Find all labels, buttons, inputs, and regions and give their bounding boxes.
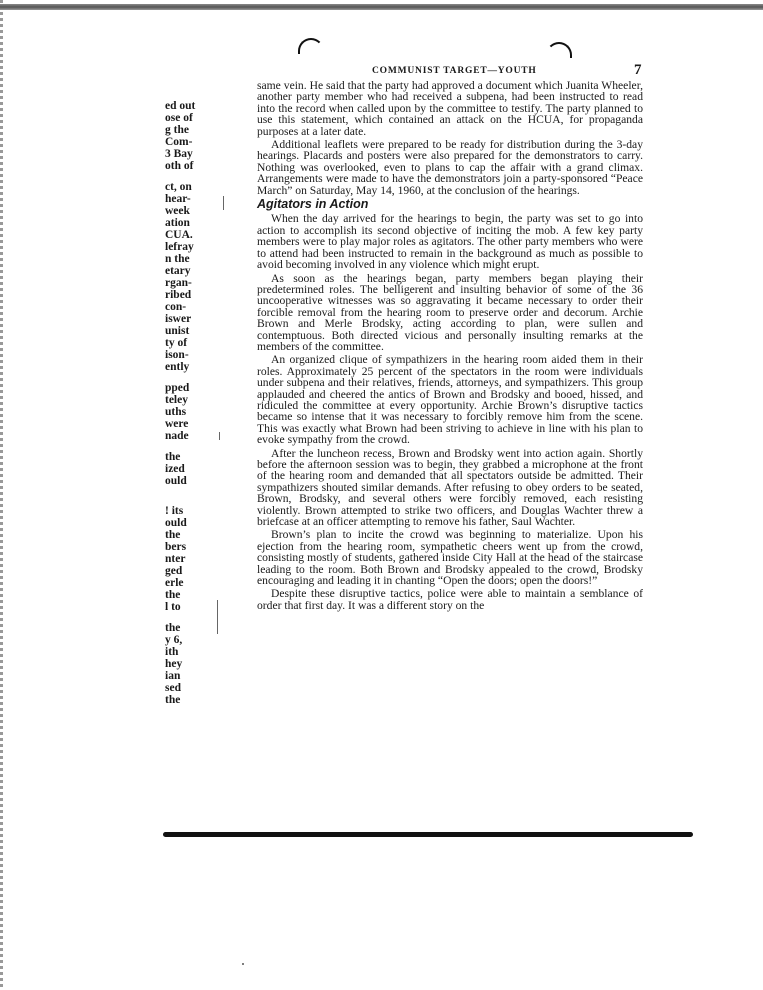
bleed-line: erle bbox=[165, 577, 184, 589]
running-head: COMMUNIST TARGET—YOUTH bbox=[372, 66, 537, 76]
bottom-rule bbox=[163, 832, 693, 837]
bleed-line: hear- bbox=[165, 193, 191, 205]
paragraph: When the day arrived for the hearings to begin, the party was set to go into action to accomplish its second objective of inciting the mob. A few key party members were to play major roles as agitators. The other party members who were to attend had been instructed to remain in the background as much as possible to avoid becoming involved in any violence which might erupt. bbox=[257, 212, 643, 272]
bleed-line: the bbox=[165, 589, 181, 601]
bleed-line: ribed bbox=[165, 289, 192, 301]
margin-mark bbox=[219, 432, 220, 440]
crop-mark-left bbox=[298, 38, 324, 54]
bleed-line: 3 Bay bbox=[165, 148, 193, 160]
top-rule bbox=[0, 4, 763, 10]
bleed-line: ould bbox=[165, 517, 187, 529]
paragraph: same vein. He said that the party had approved a document which Juanita Wheeler, another party member who had received a subpena, had been instructed to read into the record when called upon by the committee to testify. The party planned to use this statement, which contained an attack on the HCUA, for propaganda purposes at a later date. bbox=[257, 79, 643, 138]
line-gap bbox=[165, 496, 217, 505]
bleed-line: Com- bbox=[165, 136, 193, 148]
line-gap bbox=[165, 373, 217, 382]
paragraph: As soon as the hearings began, party members began playing their predetermined roles. The belligerent and insulting behavior of some of the 36 uncooperative witnesses was so aggravating it became necessary to order their forcible removal from the hearing room to preserve order and decorum. Archie Brown and Merle Brodsky, acting according to plan, were sullen and contemptuous. Both directed vicious and personally insulting remarks at the members of the committee. bbox=[257, 271, 643, 353]
bleed-line: ct, on bbox=[165, 181, 192, 193]
bleed-line: ently bbox=[165, 361, 190, 373]
bleed-line: lefray bbox=[165, 241, 194, 253]
bleed-line: con- bbox=[165, 301, 187, 313]
line-gap bbox=[165, 442, 217, 451]
main-text-column bbox=[257, 80, 643, 613]
bleed-line: unist bbox=[165, 325, 190, 337]
bleed-line: ed out bbox=[165, 100, 196, 112]
paragraph: Despite these disruptive tactics, police were able to maintain a semblance of order that first day. It was a different story on the bbox=[257, 587, 643, 612]
line-gap bbox=[165, 613, 217, 622]
crop-mark-right bbox=[546, 42, 572, 58]
bleed-line: the bbox=[165, 694, 181, 706]
bleed-line: teley bbox=[165, 394, 188, 406]
bleed-line: ould bbox=[165, 475, 187, 487]
bleed-line: sed bbox=[165, 682, 181, 694]
bleed-line: ged bbox=[165, 565, 183, 577]
bleed-line: ison- bbox=[165, 349, 189, 361]
bleed-line: week bbox=[165, 205, 190, 217]
bleed-line: g the bbox=[165, 124, 189, 136]
paragraph: After the luncheon recess, Brown and Brodsky went into action again. Shortly before the afternoon session was to begin, they grabbed a microphone at the front of the hearing room and demanded that all spectators outside be admitted. Their sympathizers shouted similar demands. After refusing to obey orders to be seated, Brown, Brodsky, and several others were forcibly removed, each resisting violently. Brown attempted to strike two officers, and Douglas Wachter threw a briefcase at an officer attempting to remove his father, Saul Wachter. bbox=[257, 446, 643, 529]
bleed-line: l to bbox=[165, 601, 181, 613]
bleed-line: CUA. bbox=[165, 229, 193, 241]
bleed-line: nter bbox=[165, 553, 186, 565]
paragraph: An organized clique of sympathizers in the hearing room aided them in their roles. Approximately 25 percent of the spectators in the room were individuals under subpena and their relatives, friends, attorneys, and sympathizers. This group applauded and cheered the antics of Brown and Brodsky and booed, hissed, and ridiculed the committee at every opportunity. Archie Brown’s disruptive tactics became so intense that it was necessary to forcibly remove him from the scene. This was exactly what Brown had been striving to achieve in line with his plan to evoke sympathy from the crowd. bbox=[257, 353, 643, 447]
bleed-line: rgan- bbox=[165, 277, 192, 289]
bleed-line: ty of bbox=[165, 337, 188, 349]
bleed-line: ized bbox=[165, 463, 185, 475]
bleed-line: ian bbox=[165, 670, 181, 682]
bleed-line: bers bbox=[165, 541, 187, 553]
bleed-line: n the bbox=[165, 253, 190, 265]
scan-speck bbox=[242, 963, 244, 965]
page-number: 7 bbox=[634, 62, 642, 78]
bleed-line: the bbox=[165, 529, 181, 541]
previous-page-bleed-column bbox=[165, 100, 217, 706]
bleed-line: the bbox=[165, 451, 181, 463]
bleed-line: etary bbox=[165, 265, 191, 277]
scan-edge bbox=[0, 0, 3, 990]
bleed-line: hey bbox=[165, 658, 183, 670]
bleed-line: iswer bbox=[165, 313, 192, 325]
bleed-line: the bbox=[165, 622, 181, 634]
bleed-line: ation bbox=[165, 217, 190, 229]
section-heading: Agitators in Action bbox=[257, 197, 369, 212]
bleed-line: uths bbox=[165, 406, 187, 418]
line-gap bbox=[165, 487, 217, 496]
bleed-line: were bbox=[165, 418, 189, 430]
bleed-line: nade bbox=[165, 430, 189, 442]
paragraph: Brown’s plan to incite the crowd was beginning to materialize. Upon his ejection from the hearing room, sympathetic cheers went up from the crowd, consisting mostly of students, gathered inside City Hall at the head of the staircase leading to the room. Both Brown and Brodsky appealed to the crowd, Brodsky encouraging and leading it in chanting “Open the doors; open the doors!” bbox=[257, 528, 643, 588]
paragraph: Additional leaflets were prepared to be ready for distribution during the 3-day hearings. Placards and posters were also prepared for the demonstrators to carry. Nothing was overlooked, even to plans to cap the affair with a grand climax. Arrangements were made to have the demonstrators join a party-sponsored “Peace March” on Saturday, May 14, 1960, at the conclusion of the hearings. bbox=[257, 138, 643, 197]
margin-mark bbox=[217, 600, 218, 634]
bleed-line: ith bbox=[165, 646, 179, 658]
bleed-line: oth of bbox=[165, 160, 194, 172]
bleed-line: pped bbox=[165, 382, 190, 394]
margin-mark bbox=[223, 196, 224, 210]
bleed-line: ! its bbox=[165, 505, 184, 517]
bleed-line: ose of bbox=[165, 112, 193, 124]
bleed-line: y 6, bbox=[165, 634, 183, 646]
line-gap bbox=[165, 172, 217, 181]
